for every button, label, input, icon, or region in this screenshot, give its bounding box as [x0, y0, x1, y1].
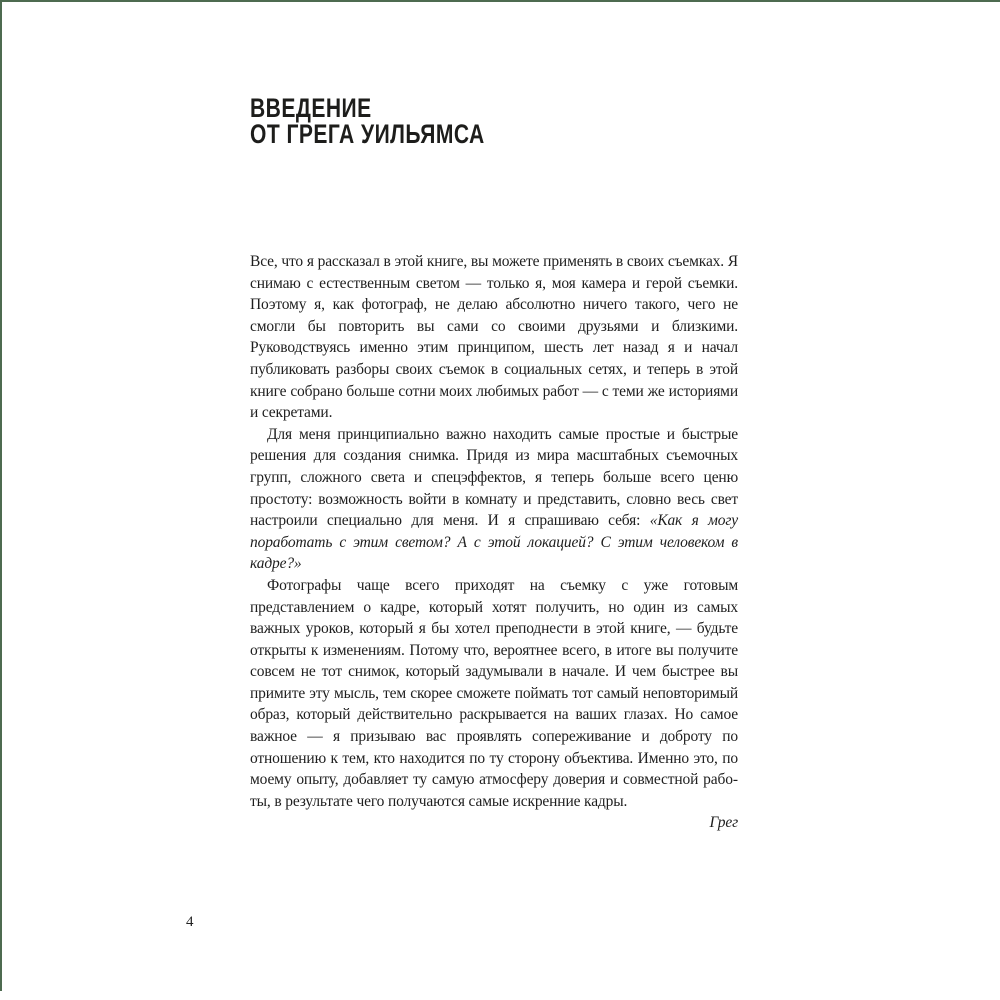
chapter-title-line-2: ОТ ГРЕГА УИЛЬЯМСА: [250, 118, 485, 149]
paragraph-1-text: Все, что я рассказал в этой книге, вы можете применять в своих съемках. Я снимаю с естественным светом — только я, моя камера и герой съемки. Поэтому я, как фотограф, не делаю абсолютно ничего такого, чего не смогли бы повторить вы сами со своими друзьями и близкими. Руководствуясь именно этим принципом, шесть лет назад я и начал публиковать разборы своих съемок в социальных сетях, и теперь в этой книге собрано больше сотни моих любимых работ — с теми же историями и секретами.: [250, 253, 738, 422]
paragraph-2: [250, 424, 738, 575]
page-frame-left-edge: [0, 0, 2, 991]
paragraph-3: [250, 575, 738, 813]
body-text-block: [250, 251, 738, 834]
chapter-title-line-1: ВВЕДЕНИЕ: [250, 93, 372, 123]
signature: Грег: [709, 814, 738, 832]
page-number: 4: [186, 914, 194, 930]
page-frame-top-edge: [0, 0, 1000, 2]
paragraph-2-text: Для меня принципиально важно находить самые простые и быстрые решения для создания снимка. Придя из мира масштабных съемочных групп, сложного света и спецэффектов, я теперь больше всего ценю простоту: возможность войти в комнату и представить, словно весь свет настроили специально для меня. И я спрашиваю себя:: [250, 425, 738, 530]
chapter-title: [250, 93, 485, 149]
paragraph-3-text: Фотографы чаще всего приходят на съемку с уже готовым представлением о кадре, который хотят получить, но один из самых важных уроков, который я бы хотел преподнести в этой книге, — будьте открыты к изменениям. Потому что, вероятнее всего, в итоге вы получите совсем не тот снимок, который задумывали в начале. И чем быстрее вы примите эту мысль, тем скорее сможете поймать тот самый неповторимый образ, который действительно раскрывается на ваших глазах. Но самое важное — я призываю вас проявлять сопереживание и доброту по отношению к тем, кто находится по ту сторону объектива. Именно это, по моему опыту, добавляет ту самую атмосферу доверия и совместной работы, в результате чего получаются самые искренние кадры.: [250, 576, 738, 810]
paragraph-1: [250, 251, 738, 424]
paragraph-2-quote-italic: «Как я могу поработать с этим светом? А с этой локацией? С этим человеком в кадре?»: [250, 512, 738, 573]
